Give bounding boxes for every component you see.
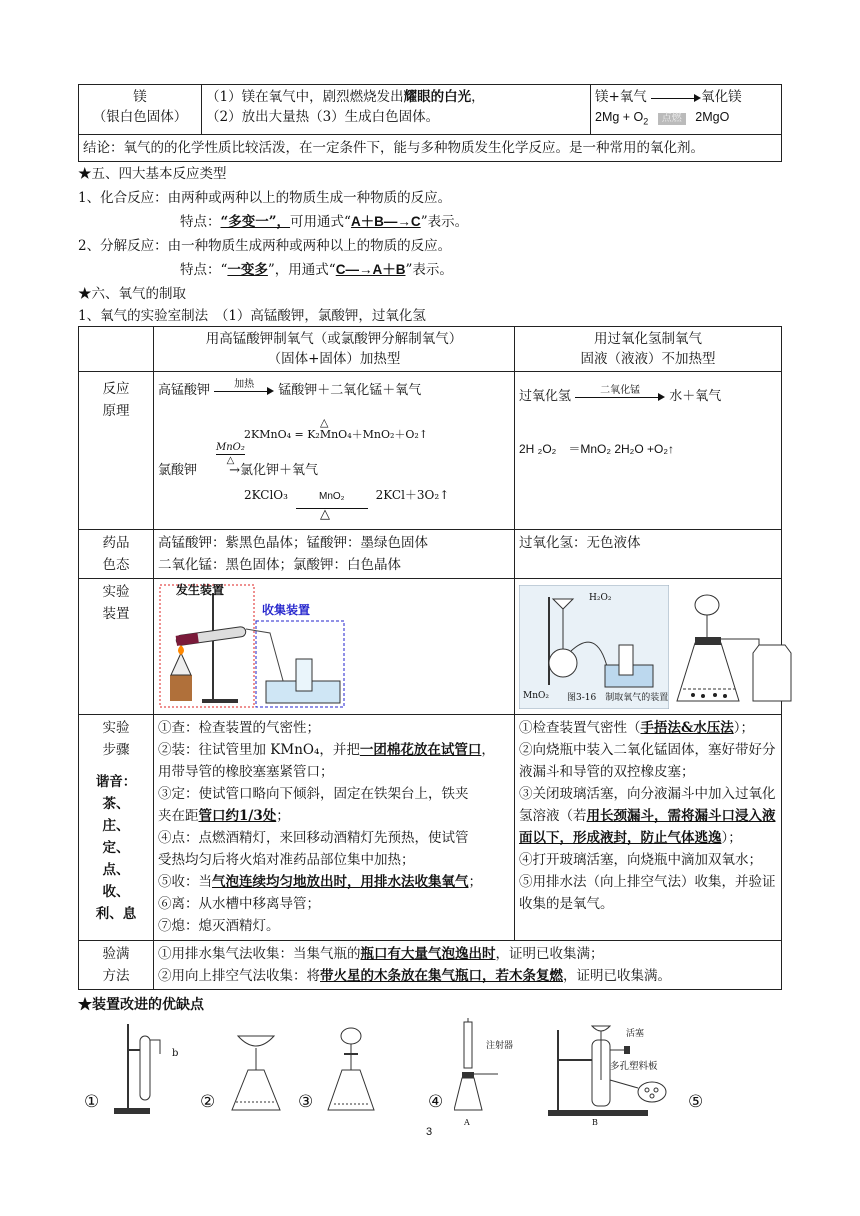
sec5-l2d: A＋B—→C — [350, 214, 421, 229]
full-2c: ，证明已收集满。 — [563, 968, 671, 984]
label-valve: 活塞 — [626, 1029, 645, 1039]
step-right-line — [519, 893, 777, 915]
principle-right-cell — [515, 372, 782, 530]
mg-eq-chem-sub: 2 — [643, 116, 649, 127]
step-left-line — [158, 915, 510, 937]
step-left-segment: 一团棉花放在试管口 — [359, 742, 482, 758]
conclusion-cell — [79, 134, 782, 161]
header-left-2: （固体+固体）加热型 — [267, 351, 401, 367]
step-right-line — [519, 849, 777, 871]
label-A: A — [464, 1118, 470, 1127]
steps-label: 实验步骤 — [102, 720, 130, 758]
sec5-l2e: ”表示。 — [420, 214, 469, 230]
test-tube-apparatus-figure — [104, 1020, 184, 1116]
heat-triangle-icon: △ — [320, 416, 329, 429]
sec5-l4d: C—→A＋B — [335, 262, 406, 277]
oxygen-prep-table — [78, 326, 782, 990]
step-right-segment: 收集的是氧气。 — [519, 896, 614, 912]
improve-num-4: ④ — [428, 1092, 444, 1111]
mg-eq-word-right: 氧化镁 — [701, 89, 742, 105]
heat-triangle-icon: △ — [320, 507, 330, 522]
full-check-label: 验满方法 — [102, 946, 130, 984]
step-right-segment: ①检查装置气密性（ — [519, 720, 641, 736]
improve-num-5: ⑤ — [688, 1092, 704, 1111]
full-2b: 带火星的木条放在集气瓶口，若木条复燃 — [320, 968, 563, 984]
apparatus-right-cell — [515, 579, 782, 715]
step-right-line — [519, 805, 777, 827]
header-right-1: 用过氧化氢制氧气 — [594, 331, 702, 347]
step-left-segment: ②装：往试管里加 KMnO₄，并把 — [158, 742, 360, 758]
step-left-segment: ④点：点燃酒精灯，来回移动酒精灯先预热，使试管 — [158, 830, 469, 846]
step-left-line — [158, 761, 510, 783]
heat-triangle-icon: △ — [226, 455, 235, 466]
step-left-segment: ； — [276, 808, 290, 824]
sec5-l4a: 特点：“ — [180, 262, 228, 278]
header-right-cell — [515, 327, 782, 372]
header-right-2: 固液（液液）不加热型 — [580, 351, 716, 367]
magnesium-table — [78, 84, 782, 162]
kmno4-chem-equation: 2KMnO₄ = K₂MnO₄＋MnO₂＋O₂↑ — [244, 428, 429, 441]
step-right-segment: ②向烧瓶中装入二氧化锰固体，塞好带好分 — [519, 742, 776, 758]
flask-apparatus-figure — [673, 593, 793, 711]
step-left-segment: ③定：使试管口略向下倾斜，固定在铁架台上，铁夹 — [158, 786, 469, 802]
step-right-segment: ③关闭玻璃活塞，向分液漏斗中加入过氧化 — [519, 786, 776, 802]
principle-left-cell — [154, 372, 515, 530]
step-right-line — [519, 739, 777, 761]
step-left-segment: 气泡连续均匀地放出时，用排水法收集氧气 — [212, 874, 469, 890]
step-left-segment: 管口约1/3处 — [198, 808, 277, 824]
h2o2-chem-equation: 2H ₂O₂ ＝MnO₂ 2H₂O +O₂↑ — [519, 442, 674, 456]
improve-num-3: ③ — [298, 1092, 314, 1111]
step-left-line — [158, 739, 510, 761]
step-left-line — [158, 783, 510, 805]
mg-eq-word-left: 镁+氧气 — [595, 89, 647, 105]
mg-name-cell — [79, 85, 202, 135]
page-number: 3 — [426, 1126, 433, 1138]
step-right-segment: ⑤用排水法（向上排空气法）收集，并验证 — [519, 874, 776, 890]
header-left-cell — [154, 327, 515, 372]
step-left-segment: 受热均匀后将火焰对准药品部位集中加热； — [158, 852, 415, 868]
step-left-segment: 夹在距 — [158, 808, 199, 824]
kclo3-chem-catalyst: MnO₂ — [296, 486, 368, 509]
drug-left-2: 二氧化锰：黑色固体；氯酸钾：白色晶体 — [158, 557, 401, 573]
sec5-l4e: ”表示。 — [405, 262, 453, 278]
sec5-line1: 1、化合反应：由两种或两种以上的物质生成一种物质的反应。 — [78, 190, 452, 206]
kmno4-apparatus-figure — [158, 583, 348, 711]
drug-left-1: 高锰酸钾：紫黑色晶体；锰酸钾：墨绿色固体 — [158, 535, 428, 551]
steps-left-cell — [154, 715, 515, 941]
step-right-segment: 氢溶液（若 — [519, 808, 587, 824]
separatory-funnel-figure — [324, 1024, 378, 1116]
h2o2-condition: 二氧化锰 — [600, 384, 641, 396]
kclo3-word-left: 氯酸钾 — [158, 463, 198, 478]
mg-phen-2: （2）放出大量热（3）生成白色固体。 — [206, 109, 440, 125]
h2o2-figure-label: H₂O₂ — [589, 593, 612, 603]
drug-left-cell — [154, 530, 515, 579]
h2o2-word-right: 水＋氧气 — [669, 389, 722, 404]
step-left-line — [158, 893, 510, 915]
step-left-line — [158, 849, 510, 871]
step-right-line — [519, 717, 777, 739]
reaction-arrow-icon — [214, 378, 274, 397]
step-left-line — [158, 805, 510, 827]
header-left-1: 用高锰酸钾制氧气（或氯酸钾分解制氧气） — [205, 331, 463, 347]
improve-title: ★装置改进的优缺点 — [78, 997, 204, 1013]
kclo3-chem-left: 2KClO₃ — [244, 488, 288, 502]
drug-right-1: 过氧化氢：无色液体 — [519, 535, 641, 551]
label-b: b — [172, 1048, 179, 1059]
step-left-segment: ⑥离：从水槽中移离导管； — [158, 896, 320, 912]
step-right-segment: 用长颈漏斗，需将漏斗口浸入液 — [586, 808, 776, 824]
steps-hint: 茶、庄、定、点、收、利、息 — [95, 796, 137, 922]
steps-label-cell — [79, 715, 154, 941]
mg-name: 镁 — [133, 89, 147, 105]
apparatus-label-cell — [79, 579, 154, 715]
full-1b: 瓶口有大量气泡逸出时 — [360, 946, 496, 962]
step-left-segment: ， — [481, 742, 495, 758]
step-right-line — [519, 761, 777, 783]
sec5-line3: 2、分解反应：由一种物质生成两种或两种以上的物质的反应。 — [78, 238, 452, 254]
step-right-line — [519, 871, 777, 893]
drug-right-cell — [515, 530, 782, 579]
collection-apparatus-label: 收集装置 — [262, 603, 311, 617]
sec5-l4b: 一变多 — [227, 262, 268, 278]
step-right-segment: ）； — [721, 830, 742, 846]
sec5-line2 — [180, 211, 468, 233]
improve-num-1: ① — [84, 1092, 100, 1111]
sec5-l2c: 可用通式“ — [290, 214, 351, 230]
full-1c: ，证明已收集满； — [495, 946, 604, 962]
generation-apparatus-label: 发生装置 — [176, 583, 225, 597]
step-right-segment: ）； — [733, 720, 754, 736]
kmno4-word-left: 高锰酸钾 — [158, 383, 211, 398]
h2o2-word-left: 过氧化氢 — [519, 389, 572, 404]
full-check-cell — [154, 941, 782, 990]
header-empty-cell — [79, 327, 154, 372]
kclo3-catalyst: MnO₂ — [216, 442, 245, 453]
principle-label: 反应原理 — [102, 381, 130, 419]
apparatus-label: 实验装置 — [102, 584, 130, 622]
sec6-title: ★六、氧气的制取 — [78, 286, 186, 302]
full-1a: ①用排水集气法收集：当集气瓶的 — [158, 946, 361, 962]
improve-num-2: ② — [200, 1092, 216, 1111]
step-left-segment: 用带导管的橡胶塞塞紧管口； — [158, 764, 334, 780]
step-left-segment: ⑤收：当 — [158, 874, 212, 890]
sec5-l4c: ”，用通式“ — [267, 262, 336, 278]
label-syringe: 注射器 — [486, 1041, 514, 1051]
step-right-segment: ④打开玻璃活塞，向烧瓶中滴加双氧水； — [519, 852, 762, 868]
kmno4-word-right: 锰酸钾＋二氧化锰＋氧气 — [278, 383, 422, 398]
kmno4-condition: 加热 — [234, 378, 255, 390]
conclusion-text: 结论：氧气的的化学性质比较活泼，在一定条件下，能与多种物质发生化学反应。是一种常用的氧化剂。 — [83, 139, 704, 156]
step-right-segment: 面以下，形成液封，防止气体逃逸 — [519, 830, 722, 846]
full-2a: ②用向上排空气法收集：将 — [158, 968, 320, 984]
step-right-line — [519, 827, 777, 849]
mg-phen-1b: 耀眼的白光 — [403, 89, 472, 105]
apparatus-left-cell — [154, 579, 515, 715]
sec5-line4 — [180, 259, 453, 281]
mno2-figure-label: MnO₂ — [523, 691, 549, 701]
steps-hint-title: 谐音： — [95, 774, 137, 790]
mg-eq-chem-left: 2Mg + O — [595, 110, 644, 124]
step-right-segment: 手捂法&水压法 — [640, 720, 734, 736]
mg-state: （银白色固体） — [92, 109, 188, 125]
kclo3-chem-right: 2KCl＋3O₂↑ — [375, 488, 450, 502]
label-porous-plate: 多孔塑料板 — [610, 1061, 658, 1072]
sec5-l2a: 特点： — [180, 214, 221, 230]
mg-phenomenon-cell — [202, 85, 591, 135]
figure-caption: 图3-16 制取氧气的装置 — [567, 693, 669, 703]
step-left-segment: ⑦熄：熄灭酒精灯。 — [158, 918, 280, 934]
step-left-line — [158, 827, 510, 849]
sec5-l2b: “多变一”， — [220, 214, 291, 230]
mg-equation-cell — [591, 85, 782, 135]
mg-phen-1a: （1）镁在氧气中，剧烈燃烧发出 — [206, 89, 404, 105]
full-check-label-cell — [79, 941, 154, 990]
step-left-segment: ； — [468, 874, 482, 890]
drug-label-cell — [79, 530, 154, 579]
step-left-line — [158, 717, 510, 739]
label-B: B — [592, 1118, 598, 1127]
step-left-line — [158, 871, 510, 893]
mg-eq-condition: 点燃 — [658, 113, 686, 125]
funnel-flask-figure — [226, 1030, 286, 1116]
kclo3-word-right: →氯化钾＋氧气 — [229, 463, 319, 478]
steps-right-cell — [515, 715, 782, 941]
reaction-arrow-icon — [575, 384, 665, 403]
drug-label: 药品色态 — [102, 535, 130, 573]
syringe-flask-figure — [454, 1018, 514, 1122]
step-left-segment: ①查：检查装置的气密性； — [158, 720, 320, 736]
reaction-arrow-icon — [651, 92, 701, 104]
mg-eq-chem-right: 2MgO — [695, 110, 730, 124]
sec5-title: ★五、四大基本反应类型 — [78, 166, 227, 182]
step-right-line — [519, 783, 777, 805]
step-right-segment: 液漏斗和导管的双控橡皮塞； — [519, 764, 695, 780]
principle-label-cell — [79, 372, 154, 530]
mg-phen-1c: ， — [471, 89, 485, 105]
sec6-line1: 1、氧气的实验室制法 （1）高锰酸钾，氯酸钾，过氧化氢 — [78, 308, 426, 324]
